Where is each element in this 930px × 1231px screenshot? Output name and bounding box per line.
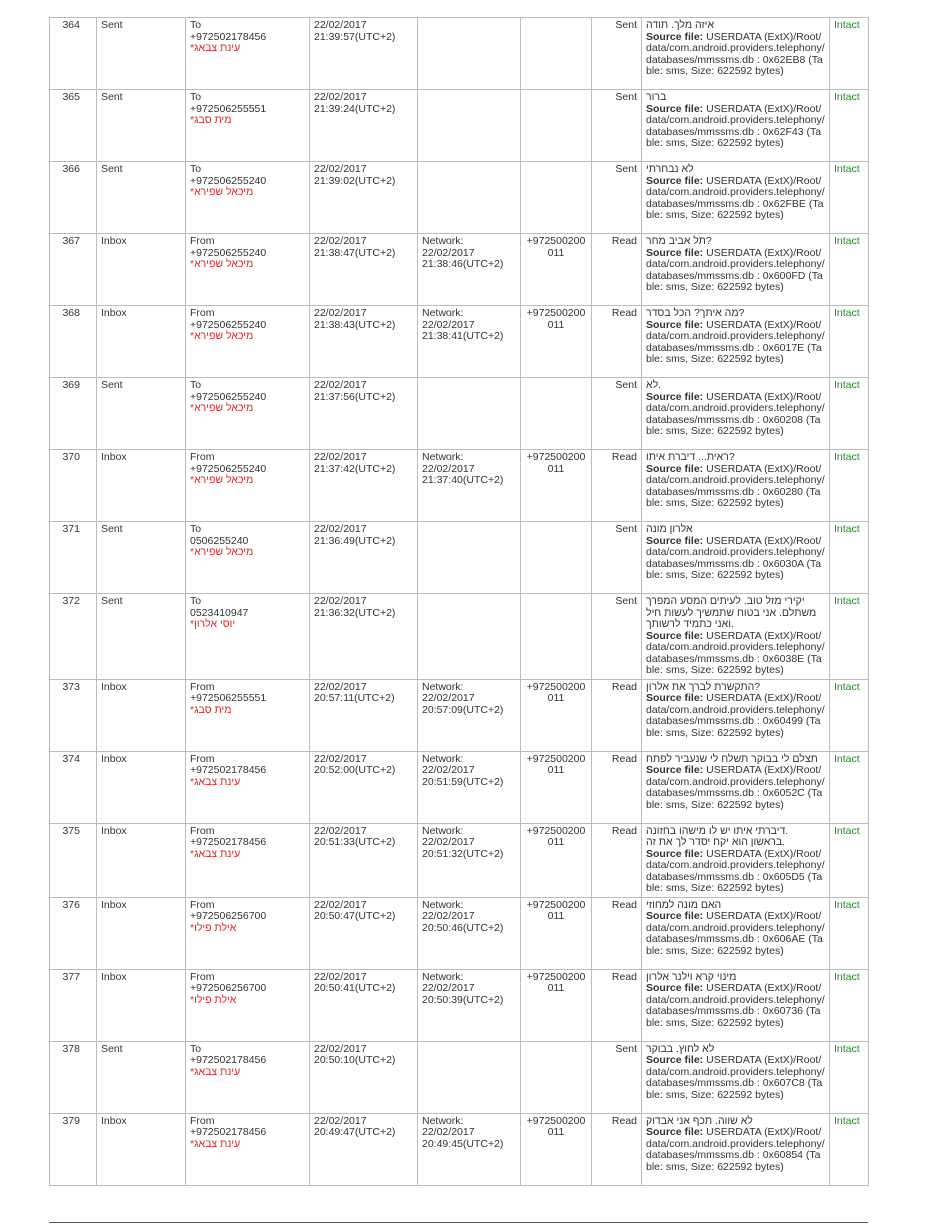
party-number: +972502178456 bbox=[190, 764, 267, 776]
party-number: +972506255240 bbox=[190, 462, 267, 475]
network-label: Network: bbox=[422, 1114, 464, 1127]
table-row bbox=[50, 522, 869, 594]
row-status: Read bbox=[592, 679, 642, 751]
party-number: +972502178456 bbox=[190, 1126, 267, 1138]
row-network bbox=[418, 1041, 521, 1113]
row-party bbox=[186, 162, 310, 234]
row-smsc: +972500200 011 bbox=[521, 1113, 592, 1185]
page-bottom-rule bbox=[49, 1222, 868, 1223]
row-party bbox=[186, 823, 310, 897]
row-folder: Sent bbox=[97, 522, 186, 594]
source-file-path: USERDATA (ExtX)/Root/data/com.android.providers.telephony/databases/mmssms.db : 0x62F43 (Table: sms, Size: 622592 bytes) bbox=[646, 102, 825, 149]
party-direction: To bbox=[190, 379, 202, 391]
party-direction: From bbox=[190, 307, 215, 319]
row-index: 377 bbox=[50, 969, 97, 1041]
message-body: ?מה איתך? הכל בסדר bbox=[646, 307, 745, 319]
party-direction: To bbox=[190, 19, 202, 31]
table-row bbox=[50, 234, 869, 306]
row-folder: Inbox bbox=[97, 679, 186, 751]
row-status: Read bbox=[592, 306, 642, 378]
party-direction: From bbox=[190, 235, 215, 247]
row-index: 365 bbox=[50, 90, 97, 162]
row-network bbox=[418, 594, 521, 680]
row-smsc: +972500200 011 bbox=[521, 969, 592, 1041]
row-folder: Inbox bbox=[97, 234, 186, 306]
party-name: עינת צבאג* bbox=[190, 1137, 241, 1150]
table-row bbox=[50, 594, 869, 680]
message-source bbox=[646, 765, 825, 811]
table-row bbox=[50, 969, 869, 1041]
row-smsc: +972500200 011 bbox=[521, 823, 592, 897]
row-status: Read bbox=[592, 450, 642, 522]
row-status: Read bbox=[592, 969, 642, 1041]
message-body: ברור bbox=[646, 91, 667, 103]
row-timestamp: 22/02/2017 20:51:33(UTC+2) bbox=[310, 823, 418, 897]
network-time: 22/02/2017 20:50:46(UTC+2) bbox=[422, 910, 504, 934]
row-timestamp: 22/02/2017 21:39:57(UTC+2) bbox=[310, 18, 418, 90]
row-network bbox=[418, 90, 521, 162]
party-direction: From bbox=[190, 824, 215, 837]
source-file-path: USERDATA (ExtX)/Root/data/com.android.providers.telephony/databases/mmssms.db : 0x60280 (Table: sms, Size: 622592 bytes) bbox=[646, 462, 825, 509]
party-direction: From bbox=[190, 898, 215, 911]
party-direction: From bbox=[190, 1114, 215, 1127]
row-message bbox=[642, 522, 830, 594]
party-direction: From bbox=[190, 752, 215, 765]
message-body: איזה מלך. תודה bbox=[646, 19, 715, 31]
row-status: Read bbox=[592, 751, 642, 823]
row-deleted-state: Intact bbox=[830, 1041, 869, 1113]
row-party bbox=[186, 378, 310, 450]
party-name: אילת פילו* bbox=[190, 993, 237, 1006]
source-file-label: Source file: bbox=[646, 764, 704, 776]
party-name: מית סבג* bbox=[190, 703, 232, 716]
row-message bbox=[642, 162, 830, 234]
row-smsc bbox=[521, 90, 592, 162]
party-name: יוסי אלרון* bbox=[190, 618, 236, 630]
row-party bbox=[186, 751, 310, 823]
source-file-path: USERDATA (ExtX)/Root/data/com.android.providers.telephony/databases/mmssms.db : 0x605D5 (Table: sms, Size: 622592 bytes) bbox=[646, 847, 825, 894]
row-smsc: +972500200 011 bbox=[521, 751, 592, 823]
party-number: +972506256700 bbox=[190, 982, 267, 994]
row-message bbox=[642, 18, 830, 90]
row-status: Sent bbox=[592, 378, 642, 450]
network-label: Network: bbox=[422, 824, 464, 837]
party-number: +972502178456 bbox=[190, 836, 267, 848]
row-timestamp: 22/02/2017 20:50:10(UTC+2) bbox=[310, 1041, 418, 1113]
row-message bbox=[642, 378, 830, 450]
row-folder: Sent bbox=[97, 378, 186, 450]
message-source bbox=[646, 631, 825, 677]
row-message bbox=[642, 234, 830, 306]
row-index: 371 bbox=[50, 522, 97, 594]
source-file-label: Source file: bbox=[646, 1054, 704, 1066]
row-index: 368 bbox=[50, 306, 97, 378]
party-name: עינת צבאג* bbox=[190, 847, 241, 860]
party-direction: To bbox=[190, 1042, 202, 1055]
party-number: +972506255240 bbox=[190, 174, 267, 187]
message-body: האם מונה למחוזי bbox=[646, 898, 722, 911]
row-message bbox=[642, 679, 830, 751]
row-network bbox=[418, 306, 521, 378]
message-body: מינוי קרא וילנר אלרון bbox=[646, 970, 737, 983]
message-source bbox=[646, 392, 825, 438]
row-network bbox=[418, 234, 521, 306]
row-network bbox=[418, 1113, 521, 1185]
network-time: 22/02/2017 20:50:39(UTC+2) bbox=[422, 982, 504, 1006]
message-source bbox=[646, 983, 825, 1029]
row-timestamp: 22/02/2017 21:36:49(UTC+2) bbox=[310, 522, 418, 594]
row-folder: Sent bbox=[97, 18, 186, 90]
table-row bbox=[50, 306, 869, 378]
row-deleted-state: Intact bbox=[830, 306, 869, 378]
network-label: Network: bbox=[422, 898, 464, 911]
message-body: אלרון מונה bbox=[646, 523, 693, 535]
party-number: +972506255240 bbox=[190, 246, 267, 259]
row-folder: Sent bbox=[97, 1041, 186, 1113]
source-file-path: USERDATA (ExtX)/Root/data/com.android.providers.telephony/databases/mmssms.db : 0x60499 (Table: sms, Size: 622592 bytes) bbox=[646, 692, 825, 739]
network-time: 22/02/2017 20:57:09(UTC+2) bbox=[422, 692, 504, 716]
row-deleted-state: Intact bbox=[830, 234, 869, 306]
row-deleted-state: Intact bbox=[830, 450, 869, 522]
row-party bbox=[186, 594, 310, 680]
party-direction: To bbox=[190, 595, 202, 607]
row-smsc bbox=[521, 162, 592, 234]
row-deleted-state: Intact bbox=[830, 594, 869, 680]
row-party bbox=[186, 679, 310, 751]
row-smsc: +972500200 011 bbox=[521, 234, 592, 306]
row-network bbox=[418, 378, 521, 450]
party-direction: To bbox=[190, 163, 202, 175]
row-deleted-state: Intact bbox=[830, 522, 869, 594]
row-folder: Inbox bbox=[97, 306, 186, 378]
row-index: 376 bbox=[50, 897, 97, 969]
row-index: 369 bbox=[50, 378, 97, 450]
message-source bbox=[646, 32, 825, 78]
row-network bbox=[418, 969, 521, 1041]
source-file-path: USERDATA (ExtX)/Root/data/com.android.providers.telephony/databases/mmssms.db : 0x607C8 (Table: sms, Size: 622592 bytes) bbox=[646, 1054, 825, 1101]
source-file-label: Source file: bbox=[646, 390, 704, 403]
row-status: Sent bbox=[592, 1041, 642, 1113]
table-row bbox=[50, 823, 869, 897]
message-source bbox=[646, 536, 825, 582]
message-body: תצלם לי בבוקר תשלח לי שנעביר לפתח bbox=[646, 752, 818, 765]
source-file-label: Source file: bbox=[646, 982, 704, 994]
row-folder: Sent bbox=[97, 162, 186, 234]
row-party bbox=[186, 90, 310, 162]
message-body: ?התקשרת לברך את אלרון bbox=[646, 680, 761, 693]
message-body: יקירי מזל טוב. לעיתים המסע המפרך משתלם. אני בטוח שתמשיך לעשות חיל .ואני כתמיד לרשותך bbox=[646, 595, 817, 630]
party-name: עינת צבאג* bbox=[190, 42, 241, 54]
party-direction: To bbox=[190, 523, 202, 535]
table-row bbox=[50, 1041, 869, 1113]
row-deleted-state: Intact bbox=[830, 162, 869, 234]
source-file-label: Source file: bbox=[646, 174, 704, 187]
row-timestamp: 22/02/2017 21:36:32(UTC+2) bbox=[310, 594, 418, 680]
row-message bbox=[642, 450, 830, 522]
party-name: אילת פילו* bbox=[190, 921, 237, 934]
row-index: 378 bbox=[50, 1041, 97, 1113]
source-file-label: Source file: bbox=[646, 534, 704, 547]
message-body: .דיברתי איתו יש לו מישהו בחזונה .בראשון הוא יקח יסדר לך את זה bbox=[646, 824, 789, 848]
network-label: Network: bbox=[422, 451, 464, 463]
row-party bbox=[186, 234, 310, 306]
row-timestamp: 22/02/2017 21:38:47(UTC+2) bbox=[310, 234, 418, 306]
row-smsc bbox=[521, 1041, 592, 1113]
row-network bbox=[418, 897, 521, 969]
row-network bbox=[418, 751, 521, 823]
row-deleted-state: Intact bbox=[830, 378, 869, 450]
row-deleted-state: Intact bbox=[830, 751, 869, 823]
party-number: 0506255240 bbox=[190, 534, 249, 547]
row-timestamp: 22/02/2017 20:52:00(UTC+2) bbox=[310, 751, 418, 823]
row-network bbox=[418, 450, 521, 522]
message-source bbox=[646, 320, 825, 366]
party-name: מיכאל שפירא* bbox=[190, 330, 254, 342]
source-file-label: Source file: bbox=[646, 30, 704, 43]
row-folder: Inbox bbox=[97, 450, 186, 522]
source-file-label: Source file: bbox=[646, 629, 704, 642]
source-file-label: Source file: bbox=[646, 102, 704, 115]
row-index: 366 bbox=[50, 162, 97, 234]
table-row bbox=[50, 90, 869, 162]
row-deleted-state: Intact bbox=[830, 897, 869, 969]
table-row bbox=[50, 679, 869, 751]
party-direction: From bbox=[190, 970, 215, 983]
row-message bbox=[642, 823, 830, 897]
network-label: Network: bbox=[422, 752, 464, 765]
sms-report-table bbox=[49, 17, 869, 1186]
row-deleted-state: Intact bbox=[830, 1113, 869, 1185]
message-source bbox=[646, 248, 825, 294]
row-smsc bbox=[521, 522, 592, 594]
source-file-path: USERDATA (ExtX)/Root/data/com.android.providers.telephony/databases/mmssms.db : 0x606AE (Table: sms, Size: 622592 bytes) bbox=[646, 910, 825, 957]
source-file-path: USERDATA (ExtX)/Root/data/com.android.providers.telephony/databases/mmssms.db : 0x6030A (Table: sms, Size: 622592 bytes) bbox=[646, 534, 825, 581]
message-source bbox=[646, 176, 825, 222]
row-index: 372 bbox=[50, 594, 97, 680]
source-file-path: USERDATA (ExtX)/Root/data/com.android.providers.telephony/databases/mmssms.db : 0x60736 (Table: sms, Size: 622592 bytes) bbox=[646, 982, 825, 1029]
source-file-path: USERDATA (ExtX)/Root/data/com.android.providers.telephony/databases/mmssms.db : 0x60854 (Table: sms, Size: 622592 bytes) bbox=[646, 1126, 825, 1173]
table-row bbox=[50, 751, 869, 823]
row-deleted-state: Intact bbox=[830, 679, 869, 751]
row-timestamp: 22/02/2017 20:57:11(UTC+2) bbox=[310, 679, 418, 751]
row-timestamp: 22/02/2017 20:50:47(UTC+2) bbox=[310, 897, 418, 969]
network-label: Network: bbox=[422, 307, 464, 319]
party-direction: From bbox=[190, 451, 215, 463]
source-file-path: USERDATA (ExtX)/Root/data/com.android.providers.telephony/databases/mmssms.db : 0x62FBE (Table: sms, Size: 622592 bytes) bbox=[646, 174, 825, 221]
row-network bbox=[418, 823, 521, 897]
table-row bbox=[50, 1113, 869, 1185]
source-file-label: Source file: bbox=[646, 847, 704, 860]
source-file-path: USERDATA (ExtX)/Root/data/com.android.providers.telephony/databases/mmssms.db : 0x6052C (Table: sms, Size: 622592 bytes) bbox=[646, 764, 825, 811]
source-file-label: Source file: bbox=[646, 318, 704, 331]
party-number: +972506256700 bbox=[190, 910, 267, 922]
row-message bbox=[642, 969, 830, 1041]
message-body: ?ראית... דיברת איתו bbox=[646, 451, 735, 463]
source-file-label: Source file: bbox=[646, 246, 704, 259]
message-source bbox=[646, 849, 825, 895]
message-source bbox=[646, 104, 825, 150]
network-label: Network: bbox=[422, 970, 464, 983]
row-timestamp: 22/02/2017 21:39:24(UTC+2) bbox=[310, 90, 418, 162]
row-index: 364 bbox=[50, 18, 97, 90]
network-time: 22/02/2017 20:51:59(UTC+2) bbox=[422, 764, 504, 788]
source-file-label: Source file: bbox=[646, 1126, 704, 1138]
party-name: מיכאל שפירא* bbox=[190, 186, 254, 198]
table-row bbox=[50, 18, 869, 90]
source-file-label: Source file: bbox=[646, 692, 704, 704]
row-message bbox=[642, 306, 830, 378]
row-folder: Inbox bbox=[97, 969, 186, 1041]
row-folder: Sent bbox=[97, 594, 186, 680]
party-name: מיכאל שפירא* bbox=[190, 546, 254, 558]
party-number: +972506255551 bbox=[190, 102, 267, 115]
network-time: 22/02/2017 20:49:45(UTC+2) bbox=[422, 1126, 504, 1150]
row-status: Read bbox=[592, 897, 642, 969]
message-source bbox=[646, 464, 825, 510]
message-body: ?תל אביב מחר bbox=[646, 235, 712, 247]
row-status: Read bbox=[592, 1113, 642, 1185]
party-number: +972502178456 bbox=[190, 1054, 267, 1066]
row-status: Read bbox=[592, 234, 642, 306]
source-file-path: USERDATA (ExtX)/Root/data/com.android.providers.telephony/databases/mmssms.db : 0x60208 (Table: sms, Size: 622592 bytes) bbox=[646, 390, 825, 437]
row-party bbox=[186, 1113, 310, 1185]
source-file-label: Source file: bbox=[646, 462, 704, 475]
table-row bbox=[50, 378, 869, 450]
network-time: 22/02/2017 21:38:46(UTC+2) bbox=[422, 246, 504, 270]
row-party bbox=[186, 969, 310, 1041]
message-body: לא לחוץ. בבוקר bbox=[646, 1042, 715, 1055]
row-smsc: +972500200 011 bbox=[521, 897, 592, 969]
row-party bbox=[186, 1041, 310, 1113]
row-party bbox=[186, 450, 310, 522]
party-name: מיכאל שפירא* bbox=[190, 402, 254, 414]
row-smsc bbox=[521, 18, 592, 90]
table-row bbox=[50, 162, 869, 234]
row-status: Sent bbox=[592, 522, 642, 594]
row-timestamp: 22/02/2017 21:37:42(UTC+2) bbox=[310, 450, 418, 522]
source-file-path: USERDATA (ExtX)/Root/data/com.android.providers.telephony/databases/mmssms.db : 0x600FD (Table: sms, Size: 622592 bytes) bbox=[646, 246, 825, 293]
source-file-label: Source file: bbox=[646, 910, 704, 922]
row-deleted-state: Intact bbox=[830, 969, 869, 1041]
table-row bbox=[50, 450, 869, 522]
row-deleted-state: Intact bbox=[830, 90, 869, 162]
row-network bbox=[418, 522, 521, 594]
row-index: 367 bbox=[50, 234, 97, 306]
row-message bbox=[642, 1041, 830, 1113]
row-message bbox=[642, 594, 830, 680]
party-number: +972506255240 bbox=[190, 318, 267, 331]
row-timestamp: 22/02/2017 21:38:43(UTC+2) bbox=[310, 306, 418, 378]
row-party bbox=[186, 522, 310, 594]
row-folder: Inbox bbox=[97, 751, 186, 823]
party-direction: To bbox=[190, 91, 202, 103]
row-network bbox=[418, 162, 521, 234]
row-message bbox=[642, 897, 830, 969]
party-name: עינת צבאג* bbox=[190, 775, 241, 788]
row-index: 374 bbox=[50, 751, 97, 823]
row-smsc bbox=[521, 594, 592, 680]
network-label: Network: bbox=[422, 680, 464, 693]
row-status: Sent bbox=[592, 162, 642, 234]
party-name: עינת צבאג* bbox=[190, 1065, 241, 1078]
row-folder: Inbox bbox=[97, 897, 186, 969]
row-message bbox=[642, 751, 830, 823]
row-index: 373 bbox=[50, 679, 97, 751]
party-name: מיכאל שפירא* bbox=[190, 474, 254, 486]
row-timestamp: 22/02/2017 21:37:56(UTC+2) bbox=[310, 378, 418, 450]
row-smsc: +972500200 011 bbox=[521, 450, 592, 522]
message-body: לא שווה. תכף אני אבדוק bbox=[646, 1114, 753, 1127]
network-time: 22/02/2017 21:38:41(UTC+2) bbox=[422, 318, 504, 342]
row-smsc: +972500200 011 bbox=[521, 306, 592, 378]
message-source bbox=[646, 693, 825, 739]
row-deleted-state: Intact bbox=[830, 18, 869, 90]
row-smsc bbox=[521, 378, 592, 450]
row-timestamp: 22/02/2017 20:50:41(UTC+2) bbox=[310, 969, 418, 1041]
network-time: 22/02/2017 21:37:40(UTC+2) bbox=[422, 462, 504, 486]
row-folder: Sent bbox=[97, 90, 186, 162]
message-source bbox=[646, 1055, 825, 1101]
row-smsc: +972500200 011 bbox=[521, 679, 592, 751]
row-party bbox=[186, 897, 310, 969]
message-source bbox=[646, 911, 825, 957]
row-deleted-state: Intact bbox=[830, 823, 869, 897]
row-status: Sent bbox=[592, 18, 642, 90]
party-number: +972502178456 bbox=[190, 30, 267, 43]
row-message bbox=[642, 1113, 830, 1185]
row-party bbox=[186, 306, 310, 378]
party-number: +972506255240 bbox=[190, 390, 267, 403]
source-file-path: USERDATA (ExtX)/Root/data/com.android.providers.telephony/databases/mmssms.db : 0x6038E (Table: sms, Size: 622592 bytes) bbox=[646, 629, 825, 676]
table-body bbox=[50, 18, 869, 1186]
row-status: Sent bbox=[592, 594, 642, 680]
row-folder: Inbox bbox=[97, 1113, 186, 1185]
row-status: Sent bbox=[592, 90, 642, 162]
row-status: Read bbox=[592, 823, 642, 897]
message-body: .לא bbox=[646, 379, 662, 391]
party-name: מית סבג* bbox=[190, 114, 232, 126]
row-index: 375 bbox=[50, 823, 97, 897]
message-body: לא נבחרתי bbox=[646, 163, 694, 175]
row-timestamp: 22/02/2017 21:39:02(UTC+2) bbox=[310, 162, 418, 234]
row-network bbox=[418, 679, 521, 751]
row-timestamp: 22/02/2017 20:49:47(UTC+2) bbox=[310, 1113, 418, 1185]
row-party bbox=[186, 18, 310, 90]
row-index: 370 bbox=[50, 450, 97, 522]
row-message bbox=[642, 90, 830, 162]
table-row bbox=[50, 897, 869, 969]
row-network bbox=[418, 18, 521, 90]
party-number: 0523410947 bbox=[190, 606, 249, 619]
party-number: +972506255551 bbox=[190, 692, 267, 704]
network-time: 22/02/2017 20:51:32(UTC+2) bbox=[422, 836, 504, 860]
party-direction: From bbox=[190, 680, 215, 693]
network-label: Network: bbox=[422, 235, 464, 247]
source-file-path: USERDATA (ExtX)/Root/data/com.android.providers.telephony/databases/mmssms.db : 0x6017E (Table: sms, Size: 622592 bytes) bbox=[646, 318, 825, 365]
row-folder: Inbox bbox=[97, 823, 186, 897]
row-index: 379 bbox=[50, 1113, 97, 1185]
message-source bbox=[646, 1127, 825, 1173]
source-file-path: USERDATA (ExtX)/Root/data/com.android.providers.telephony/databases/mmssms.db : 0x62EB8 (Table: sms, Size: 622592 bytes) bbox=[646, 30, 825, 77]
party-name: מיכאל שפירא* bbox=[190, 258, 254, 270]
